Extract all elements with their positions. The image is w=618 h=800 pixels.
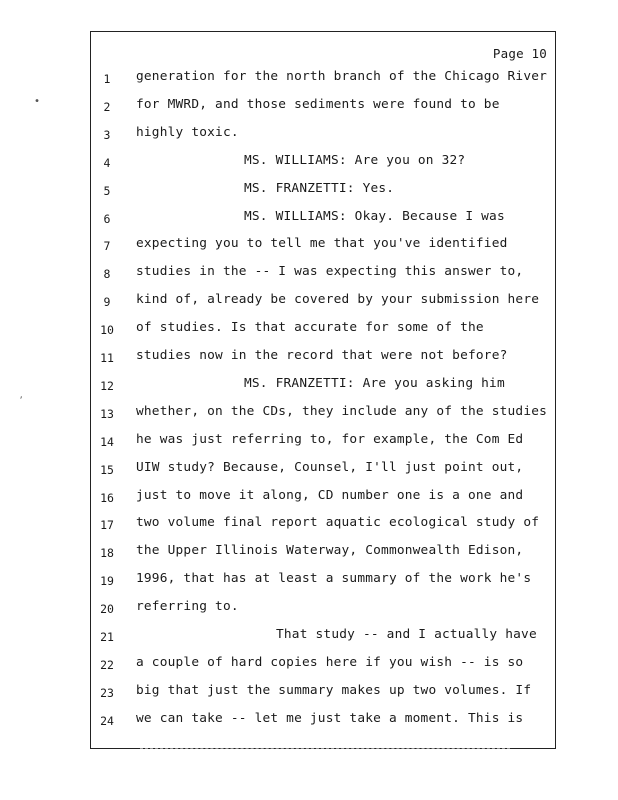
line-number: 19 <box>100 574 114 589</box>
line-number: 1 <box>103 72 111 86</box>
line-number: 16 <box>100 490 114 505</box>
transcript-line <box>91 460 555 480</box>
transcript-line <box>91 236 555 256</box>
transcript-line <box>91 320 555 340</box>
line-text: two volume final report aquatic ecological study of <box>136 515 540 531</box>
transcript-line <box>91 655 555 675</box>
line-number: 9 <box>103 295 111 310</box>
line-text: whether, on the CDs, they include any of the studies <box>136 403 548 419</box>
line-text: UIW study? Because, Counsel, I'll just point out, <box>136 459 524 475</box>
line-number: 8 <box>103 267 111 282</box>
line-number: 17 <box>100 518 114 533</box>
line-number: 18 <box>100 546 114 561</box>
line-number: 6 <box>103 211 111 226</box>
line-number: 4 <box>103 155 111 170</box>
line-text: big that just the summary makes up two volumes. If <box>136 682 532 698</box>
scan-artifact-mark: ∙ <box>34 96 41 107</box>
page-number-label: Page 10 <box>492 46 547 61</box>
line-number: 12 <box>100 378 114 393</box>
transcript-line <box>91 125 555 145</box>
line-text: of studies. Is that accurate for some of the <box>136 320 484 336</box>
transcript-line <box>91 683 555 703</box>
line-text: we can take -- let me just take a moment. This is <box>136 710 524 726</box>
line-text: 1996, that has at least a summary of the work he's <box>136 571 532 587</box>
line-number: 20 <box>100 602 114 617</box>
line-text: MS. WILLIAMS: Okay. Because I was <box>244 208 505 224</box>
transcript-page <box>90 31 556 749</box>
transcript-line <box>91 515 555 535</box>
line-text: for MWRD, and those sediments were found to be <box>136 96 500 112</box>
line-number: 24 <box>100 713 114 728</box>
line-text: referring to. <box>136 599 239 615</box>
line-text: MS. WILLIAMS: Are you on 32? <box>244 152 466 168</box>
line-number: 7 <box>103 239 111 254</box>
line-text: studies now in the record that were not before? <box>136 348 508 363</box>
line-text: a couple of hard copies here if you wish -- is so <box>136 654 524 670</box>
line-text: MS. FRANZETTI: Yes. <box>244 180 395 196</box>
line-text: expecting you to tell me that you've identified <box>136 236 508 252</box>
line-text: That study -- and I actually have <box>276 627 537 642</box>
page-bottom-rule <box>140 748 510 749</box>
transcript-line <box>91 376 555 396</box>
transcript-line <box>91 488 555 508</box>
line-text: highly toxic. <box>136 124 239 140</box>
line-text: kind of, already be covered by your submission here <box>136 292 540 308</box>
transcript-line <box>91 181 555 201</box>
transcript-line <box>91 153 555 173</box>
transcript-line <box>91 97 555 117</box>
transcript-line <box>91 627 555 647</box>
line-number: 21 <box>100 630 114 644</box>
line-number: 2 <box>103 99 111 114</box>
line-number: 5 <box>103 183 111 198</box>
scan-artifact-mark: ⸴ <box>20 391 23 402</box>
transcript-line <box>91 404 555 424</box>
line-number: 13 <box>100 406 114 421</box>
transcript-line <box>91 711 555 731</box>
transcript-line <box>91 432 555 452</box>
line-number: 14 <box>100 434 114 449</box>
line-number: 15 <box>100 462 114 477</box>
line-number: 11 <box>100 351 114 365</box>
line-text: just to move it along, CD number one is a one and <box>136 487 524 503</box>
transcript-line <box>91 599 555 619</box>
line-number: 22 <box>100 657 114 672</box>
line-text: studies in the -- I was expecting this answer to, <box>136 264 524 280</box>
line-text: he was just referring to, for example, the Com Ed <box>136 431 524 447</box>
line-text: the Upper Illinois Waterway, Commonwealth Edison, <box>136 543 524 559</box>
transcript-line <box>91 571 555 591</box>
transcript-line <box>91 209 555 229</box>
line-number: 23 <box>100 685 114 700</box>
transcript-line <box>91 348 555 368</box>
transcript-line <box>91 543 555 563</box>
line-number: 10 <box>100 323 114 338</box>
transcript-line <box>91 264 555 284</box>
transcript-line <box>91 69 555 89</box>
line-text: MS. FRANZETTI: Are you asking him <box>244 375 505 391</box>
transcript-line <box>91 292 555 312</box>
line-text: generation for the north branch of the Chicago River <box>136 69 548 84</box>
line-number: 3 <box>103 127 111 142</box>
